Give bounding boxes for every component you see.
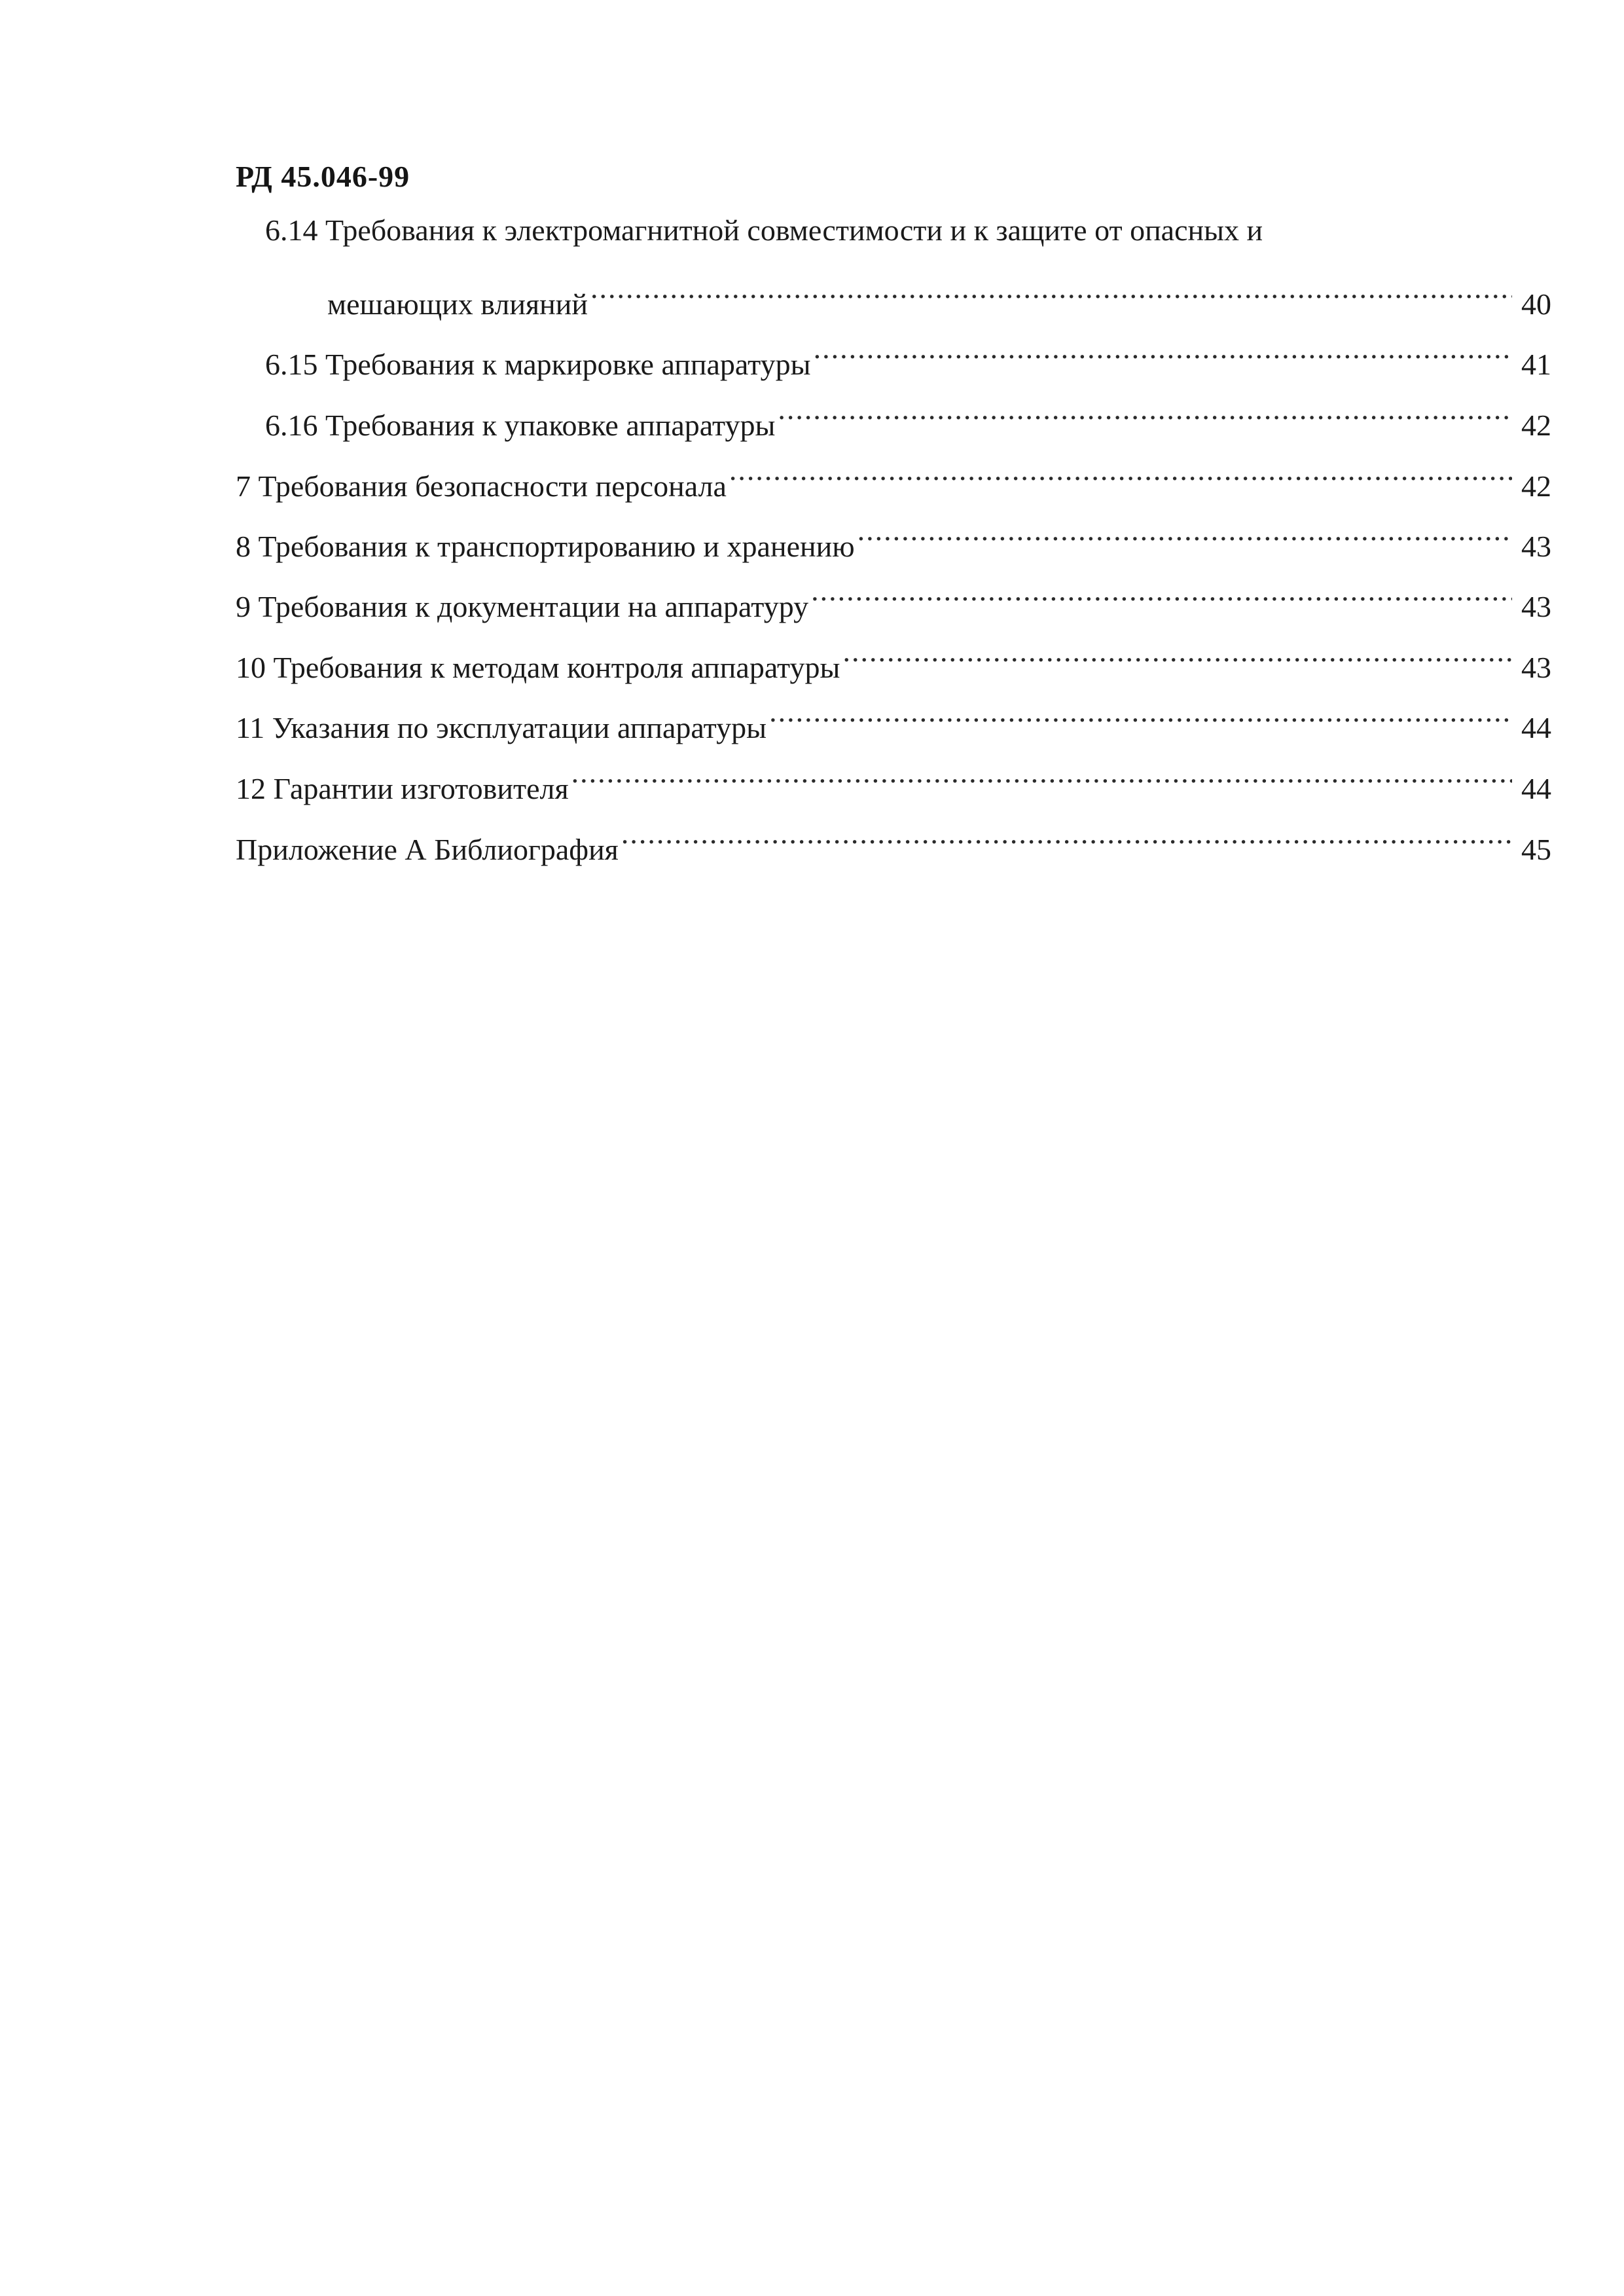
- toc-page-number: 40: [1521, 287, 1551, 321]
- toc-item-label: 11 Указания по эксплуатации аппаратуры: [236, 711, 767, 744]
- toc-item-6-14-line1: 6.14 Требования к электромагнитной совместимости и к защите от опасных и: [265, 213, 1263, 247]
- toc-item-label: 7 Требования безопасности персонала: [236, 469, 727, 503]
- toc-page-number: 42: [1521, 469, 1551, 503]
- toc-item-11[interactable]: [236, 699, 1551, 748]
- toc-item-6-14-line2: мешающих влияний: [327, 287, 588, 321]
- toc-item-label: 8 Требования к транспортированию и хранению: [236, 530, 855, 563]
- toc-leader-dots: [814, 335, 1512, 374]
- toc-item-label: 9 Требования к документации на аппаратуру: [236, 590, 809, 623]
- toc-page-number: 43: [1521, 530, 1551, 563]
- document-code: РД 45.046-99: [236, 160, 410, 193]
- toc-leader-dots: [769, 699, 1512, 738]
- toc-item-6-14[interactable]: [327, 275, 1551, 324]
- toc-leader-dots: [590, 275, 1512, 314]
- toc-item-label: 6.16 Требования к упаковке аппаратуры: [265, 409, 776, 442]
- toc-item-6-15[interactable]: [265, 335, 1551, 384]
- toc-page-number: 44: [1521, 772, 1551, 805]
- toc-item-label: 10 Требования к методам контроля аппаратуры: [236, 651, 840, 684]
- toc-item-label: 6.15 Требования к маркировке аппаратуры: [265, 348, 811, 381]
- toc-item-8[interactable]: [236, 517, 1551, 566]
- toc-leader-dots: [571, 759, 1512, 799]
- toc-page-number: 41: [1521, 348, 1551, 381]
- toc-item-label: 12 Гарантии изготовителя: [236, 772, 569, 805]
- toc-item-12[interactable]: [236, 759, 1551, 809]
- toc-leader-dots: [729, 457, 1512, 496]
- toc-item-9[interactable]: [236, 577, 1551, 627]
- toc-page-number: 43: [1521, 590, 1551, 623]
- toc-item-6-16[interactable]: [265, 396, 1551, 445]
- toc-leader-dots: [621, 820, 1512, 860]
- toc-item-7[interactable]: [236, 457, 1551, 506]
- toc-leader-dots: [842, 638, 1512, 678]
- toc-page-number: 45: [1521, 833, 1551, 866]
- toc-leader-dots: [811, 577, 1512, 617]
- toc-leader-dots: [857, 517, 1512, 556]
- toc-page-number: 42: [1521, 409, 1551, 442]
- toc-leader-dots: [778, 396, 1512, 435]
- toc-item-appendix-a[interactable]: [236, 820, 1551, 869]
- toc-item-10[interactable]: [236, 638, 1551, 687]
- toc-item-label: Приложение А Библиография: [236, 833, 619, 866]
- toc-page-number: 44: [1521, 711, 1551, 744]
- toc-page-number: 43: [1521, 651, 1551, 684]
